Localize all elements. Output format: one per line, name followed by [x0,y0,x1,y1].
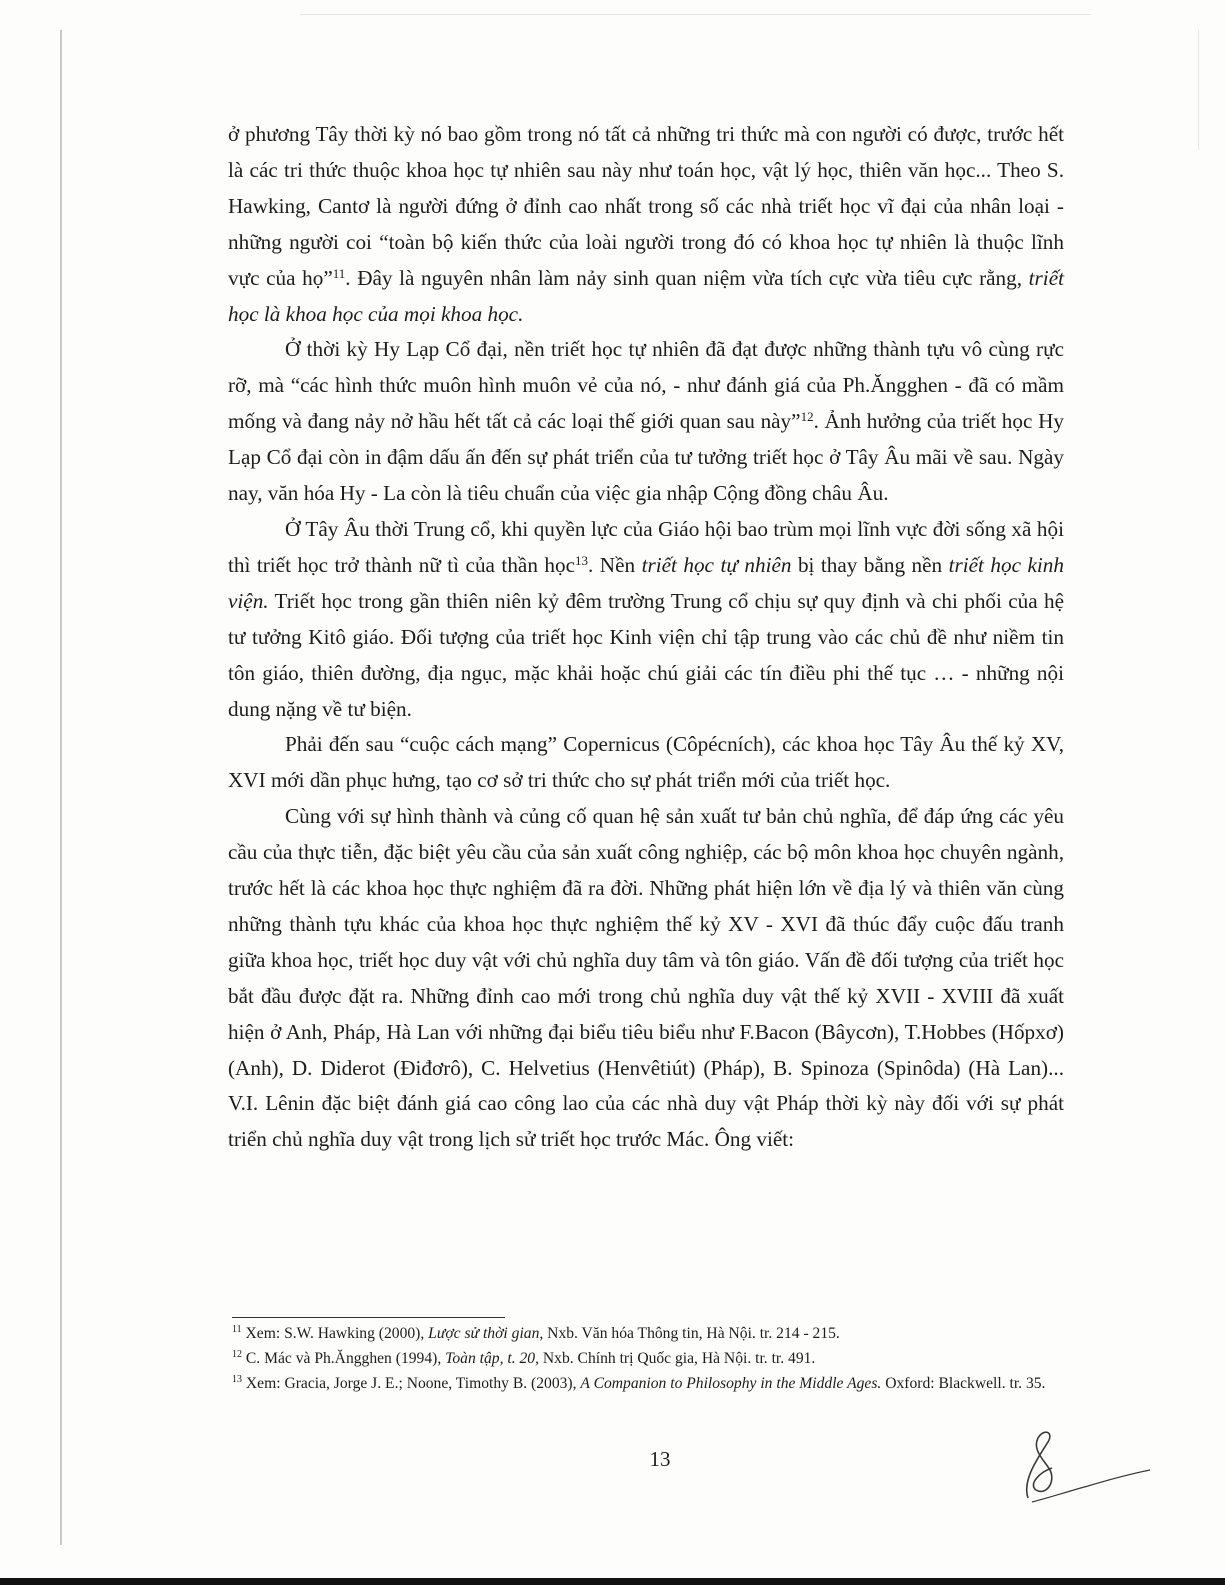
text-run: Oxford: Blackwell. tr. 35. [881,1375,1046,1392]
footnote-13 [232,1371,1070,1396]
footnotes [232,1321,1070,1396]
scan-edge-top [300,14,1090,15]
footnote-ref: 13 [232,1374,242,1385]
signature-mark [1008,1420,1158,1510]
paragraph-3 [228,512,1064,727]
italic-text: triết học là khoa học của mọi khoa học. [228,265,1064,326]
text-run: Ở Tây Âu thời Trung cổ, khi quyền lực của Giáo hội bao trùm mọi lĩnh vực đời sống xã hội thì triết học trở thành nữ tì của thần học [228,516,1064,577]
text-run: Phải đến sau “cuộc cách mạng” Copernicus (Côpécních), các khoa học Tây Âu thế kỷ XV, XVI mới dần phục hưng, tạo cơ sở tri thức cho sự phát triển mới của triết học. [228,732,1064,793]
scan-edge-right [1198,30,1199,150]
paragraph-4 [228,727,1064,799]
text-run: Nxb. Văn hóa Thông tin, Hà Nội. tr. 214 - 215. [543,1325,840,1342]
footnote-11 [232,1321,1070,1346]
text-run: . Đây là nguyên nhân làm nảy sinh quan niệm vừa tích cực vừa tiêu cực rằng, [345,265,1029,290]
italic-text: A Companion to Philosophy in the Middle Ages. [580,1375,882,1392]
italic-text: triết học kinh viện. [228,552,1064,613]
page-number: 13 [649,1447,671,1471]
footnote-separator [232,1317,505,1318]
text-run: C. Mác và Ph.Ăngghen (1994), [242,1350,446,1367]
italic-text: triết học tự nhiên [641,552,792,577]
text-run: ở phương Tây thời kỳ nó bao gồm trong nó tất cả những tri thức mà con người có được, trước hết là các tri thức thuộc khoa học tự nhiên sau này như toán học, vật lý học, thiên văn học... Theo S. Hawking, Cantơ là người đứng ở đỉnh cao nhất trong số các nhà triết học vĩ đại của nhân loại - những người coi “toàn bộ kiến thức của loài người trong đó có khoa học tự nhiên là thuộc lĩnh vực của họ” [228,122,1064,290]
text-run: Ở thời kỳ Hy Lạp Cổ đại, nền triết học tự nhiên đã đạt được những thành tựu vô cùng rực rỡ, mà “các hình thức muôn hình muôn vẻ của nó, - như đánh giá của Ph.Ăngghen - đã có mầm mống và đang nảy nở hầu hết tất cả các loại thế giới quan sau này” [228,337,1064,434]
text-run: Nxb. Chính trị Quốc gia, Hà Nội. tr. tr. 491. [539,1350,816,1367]
text-run: bị thay bằng nền [791,552,949,577]
text-run: . Ảnh hưởng của triết học Hy Lạp Cổ đại còn in đậm dấu ấn đến sự phát triển của tư tưởng triết học ở Tây Âu mãi về sau. Ngày nay, văn hóa Hy - La còn là tiêu chuẩn của việc gia nhập Cộng đồng châu Âu. [228,409,1064,506]
footnote-ref: 12 [232,1349,242,1360]
paragraph-5 [228,799,1064,1158]
text-run: Cùng với sự hình thành và củng cố quan hệ sản xuất tư bản chủ nghĩa, để đáp ứng các yêu cầu của thực tiễn, đặc biệt yêu cầu của sản xuất công nghiệp, các bộ môn khoa học chuyên ngành, trước hết là các khoa học thực nghiệm đã ra đời. Những phát hiện lớn về địa lý và thiên văn cùng những thành tựu khác của khoa học thực nghiệm thế kỷ XV - XVI đã thúc đẩy cuộc đấu tranh giữa khoa học, triết học duy vật với chủ nghĩa duy tâm và tôn giáo. Vấn đề đối tượng của triết học bắt đầu được đặt ra. Những đỉnh cao mới trong chủ nghĩa duy vật thế kỷ XVII - XVIII đã xuất hiện ở Anh, Pháp, Hà Lan với những đại biểu tiêu biểu như F.Bacon (Bâycơn), T.Hobbes (Hốpxơ) (Anh), D. Diderot (Điđơrô), C. Helvetius (Henvêtiút) (Pháp), B. Spinoza (Spinôda) (Hà Lan)... V.I. Lênin đặc biệt đánh giá cao công lao của các nhà duy vật Pháp thời kỳ này đối với sự phát triển chủ nghĩa duy vật trong lịch sử triết học trước Mác. Ông viết: [228,804,1064,1152]
footnote-12 [232,1346,1070,1371]
paragraph-1 [228,117,1064,332]
text-run: Xem: Gracia, Jorge J. E.; Noone, Timothy B. (2003), [242,1375,581,1392]
body-text [228,117,1064,1158]
text-run: . Nền [588,552,642,577]
text-run: Xem: S.W. Hawking (2000), [241,1325,429,1342]
text-run: Triết học trong gần thiên niên kỷ đêm trường Trung cổ chịu sự quy định và chi phối của hệ tư tưởng Kitô giáo. Đối tượng của triết học Kinh viện chỉ tập trung vào các chủ đề như niềm tin tôn giáo, thiên đường, địa ngục, mặc khải hoặc chú giải các tín điều phi thế tục … - những nội dung nặng về tư biện. [228,588,1064,721]
footnote-ref: 11 [232,1324,242,1335]
scan-edge-left [60,30,62,1545]
italic-text: Lược sử thời gian, [428,1325,544,1342]
scan-bottom-border [0,1578,1225,1585]
footnote-ref: 12 [800,409,814,425]
italic-text: Toàn tập, t. 20, [445,1350,539,1367]
paragraph-2 [228,332,1064,512]
footnote-ref: 13 [575,552,588,568]
footnote-ref: 11 [332,265,346,281]
